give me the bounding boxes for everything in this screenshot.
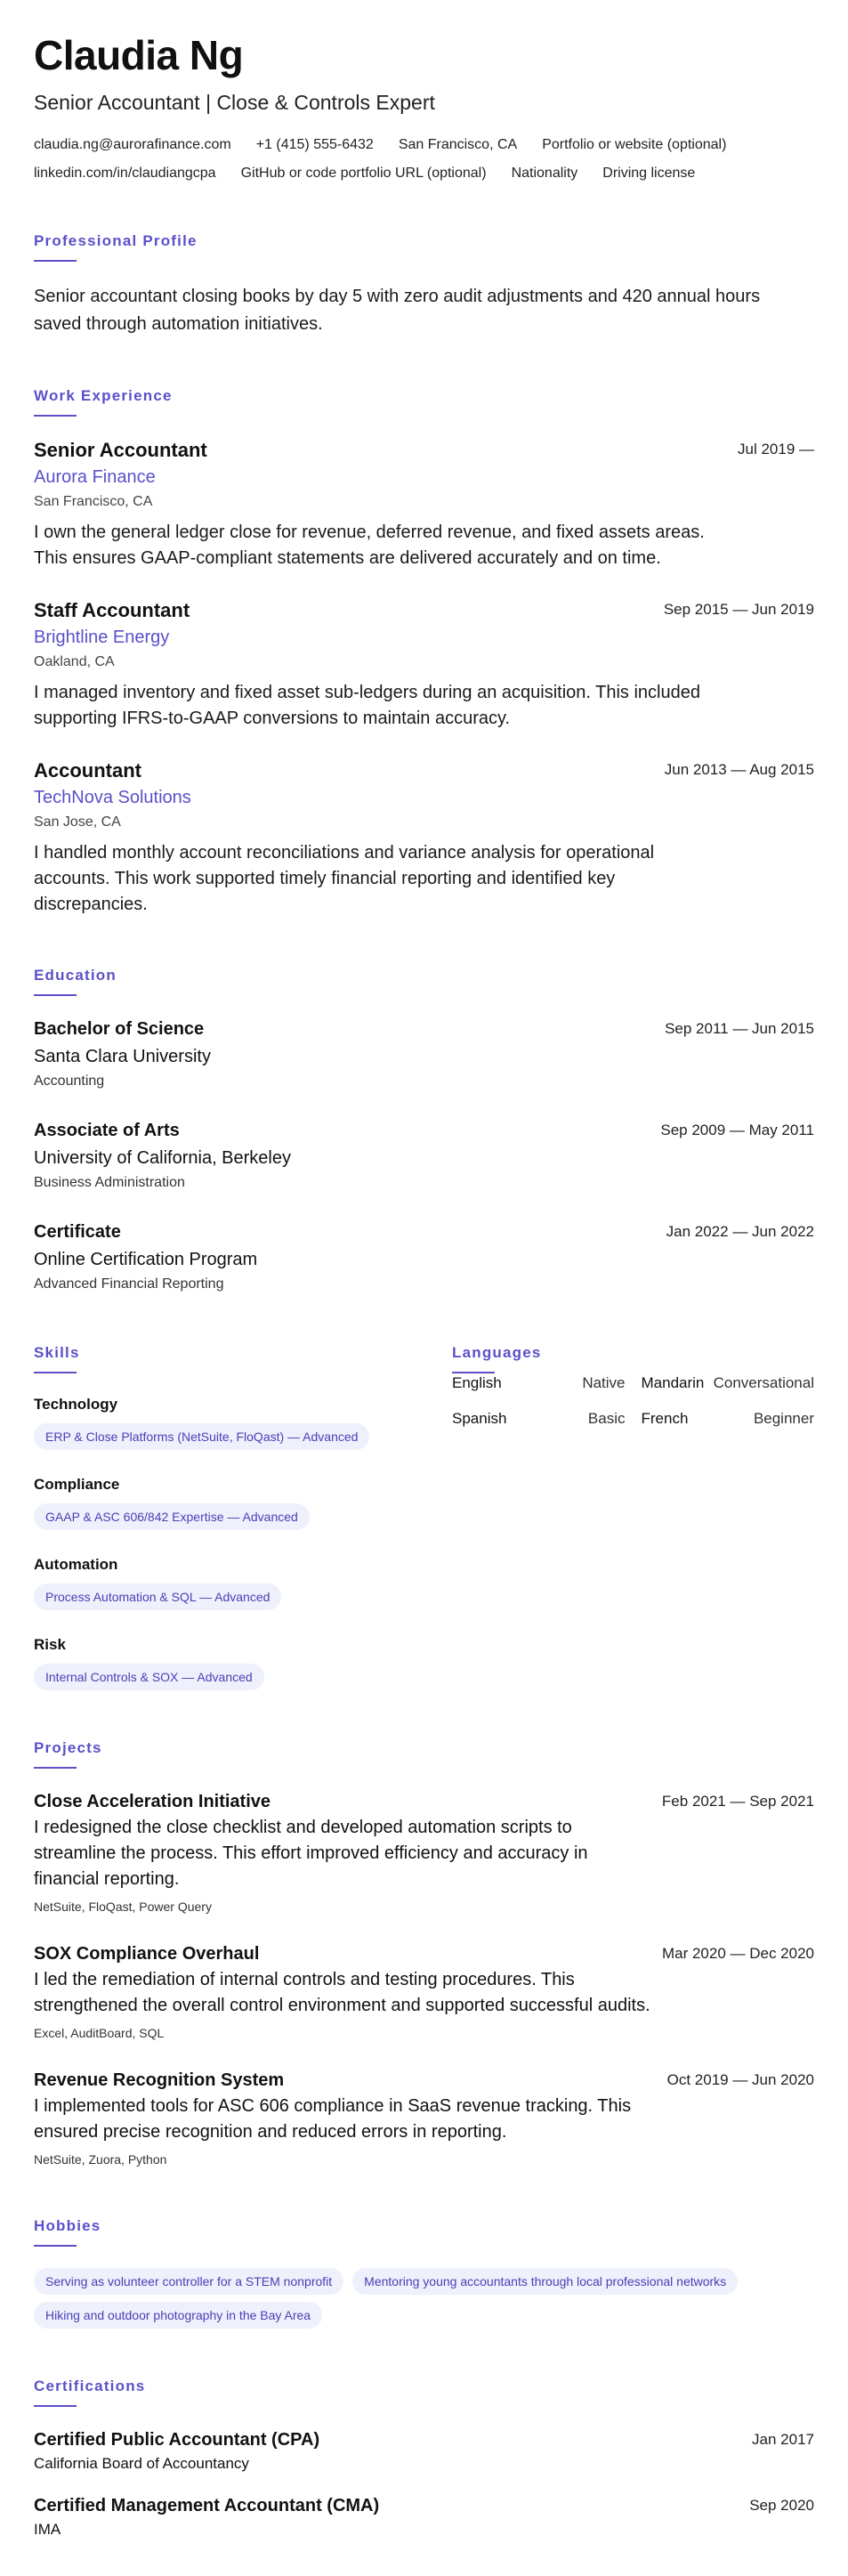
project-technologies: Excel, AuditBoard, SQL xyxy=(34,2026,165,2040)
contact-nationality: Nationality xyxy=(511,166,578,181)
certification-name: Certified Public Accountant (CPA) xyxy=(34,2430,320,2450)
skill-group xyxy=(34,1395,399,1450)
job-description: I own the general ledger close for revenue, deferred revenue, and fixed assets areas. This ensures GAAP-compliant statements are delivered accurately and on time. xyxy=(34,522,705,568)
education-entry xyxy=(34,1017,814,1092)
job-dates: Jul 2019 — xyxy=(738,441,814,458)
certification-entry xyxy=(34,2494,814,2540)
section-title: Skills xyxy=(34,1344,80,1361)
experience-entry xyxy=(34,438,814,571)
section-title: Certifications xyxy=(34,2378,146,2394)
school-name: University of California, Berkeley xyxy=(34,1148,291,1168)
language-name: Spanish xyxy=(452,1410,507,1427)
candidate-name: Claudia Ng xyxy=(34,32,244,78)
section-divider xyxy=(34,994,77,996)
skill-chip: GAAP & ASC 606/842 Expertise — Advanced xyxy=(34,1503,310,1530)
projects-section xyxy=(34,1738,814,2168)
section-divider xyxy=(34,415,77,417)
project-technologies: NetSuite, Zuora, Python xyxy=(34,2152,167,2167)
language-item xyxy=(452,1409,626,1429)
contact-github[interactable]: GitHub or code portfolio URL (optional) xyxy=(240,166,487,181)
experience-entry xyxy=(34,758,814,918)
contact-email[interactable]: claudia.ng@aurorafinance.com xyxy=(34,137,231,152)
profile-summary: Senior accountant closing books by day 5 with zero audit adjustments and 420 annual hours saved through automation initiatives. xyxy=(34,287,761,334)
job-title: Staff Accountant xyxy=(34,599,190,621)
language-item xyxy=(452,1373,626,1393)
certifications-section xyxy=(34,2377,814,2540)
company-name: Aurora Finance xyxy=(34,467,156,487)
skill-chip: Process Automation & SQL — Advanced xyxy=(34,1584,281,1610)
contact-portfolio[interactable]: Portfolio or website (optional) xyxy=(542,137,727,152)
profile-section xyxy=(34,231,814,338)
skill-category: Risk xyxy=(34,1636,66,1653)
degree-name: Bachelor of Science xyxy=(34,1019,205,1039)
job-location: Oakland, CA xyxy=(34,654,115,669)
section-title: Languages xyxy=(452,1344,542,1361)
section-title: Hobbies xyxy=(34,2217,101,2234)
contact-info xyxy=(34,135,814,183)
education-entry xyxy=(34,1119,814,1194)
language-item xyxy=(642,1409,815,1429)
language-level: Native xyxy=(582,1374,626,1391)
project-name: SOX Compliance Overhaul xyxy=(34,1944,260,1964)
school-name: Santa Clara University xyxy=(34,1047,211,1066)
experience-entry xyxy=(34,598,814,732)
skill-category: Automation xyxy=(34,1556,118,1573)
job-dates: Jun 2013 — Aug 2015 xyxy=(664,761,814,778)
company-name: Brightline Energy xyxy=(34,628,170,647)
certification-issuer: IMA xyxy=(34,2521,61,2538)
project-technologies: NetSuite, FloQast, Power Query xyxy=(34,1900,212,1914)
job-location: San Jose, CA xyxy=(34,814,121,830)
hobby-chip: Serving as volunteer controller for a STEM nonprofit xyxy=(34,2268,343,2295)
hobby-chip: Hiking and outdoor photography in the Bay Area xyxy=(34,2302,322,2329)
section-divider xyxy=(34,1372,77,1373)
skill-category: Compliance xyxy=(34,1476,120,1493)
language-name: Mandarin xyxy=(641,1374,705,1391)
job-title: Accountant xyxy=(34,759,141,782)
candidate-headline: Senior Accountant | Close & Controls Expert xyxy=(34,91,435,114)
certification-date: Jan 2017 xyxy=(752,2431,814,2448)
education-dates: Sep 2011 — Jun 2015 xyxy=(665,1020,814,1037)
education-section xyxy=(34,966,814,1295)
language-item xyxy=(642,1373,815,1393)
education-dates: Sep 2009 — May 2011 xyxy=(660,1122,814,1138)
section-divider xyxy=(34,1767,77,1769)
job-description: I managed inventory and fixed asset sub-ledgers during an acquisition. This included supporting IFRS-to-GAAP conversions to maintain accuracy. xyxy=(34,683,700,728)
skill-group xyxy=(34,1475,399,1530)
job-location: San Francisco, CA xyxy=(34,494,153,509)
section-title: Education xyxy=(34,967,117,984)
skill-group xyxy=(34,1635,399,1690)
project-dates: Mar 2020 — Dec 2020 xyxy=(661,1945,814,1962)
skills-column xyxy=(34,1343,399,1690)
project-entry xyxy=(34,1942,814,2042)
degree-name: Certificate xyxy=(34,1222,121,1242)
project-dates: Oct 2019 — Jun 2020 xyxy=(666,2071,814,2088)
degree-name: Associate of Arts xyxy=(34,1121,180,1140)
contact-driving-license: Driving license xyxy=(602,166,696,181)
language-level: Beginner xyxy=(753,1410,814,1427)
language-name: French xyxy=(641,1410,689,1427)
project-name: Close Acceleration Initiative xyxy=(34,1792,271,1811)
language-level: Basic xyxy=(587,1410,626,1427)
section-title: Professional Profile xyxy=(34,232,198,249)
company-name: TechNova Solutions xyxy=(34,788,191,807)
job-dates: Sep 2015 — Jun 2019 xyxy=(663,601,814,618)
hobbies-section xyxy=(34,2216,814,2329)
project-description: I implemented tools for ASC 606 compliance in SaaS revenue tracking. This ensured precise recognition and reduced errors in reporting. xyxy=(34,2096,632,2142)
contact-phone[interactable]: +1 (415) 555-6432 xyxy=(255,137,374,152)
certification-name: Certified Management Accountant (CMA) xyxy=(34,2496,380,2515)
education-dates: Jan 2022 — Jun 2022 xyxy=(666,1223,814,1240)
section-divider xyxy=(34,2405,77,2407)
skill-chip: Internal Controls & SOX — Advanced xyxy=(34,1664,264,1690)
contact-linkedin[interactable]: linkedin.com/in/claudiangcpa xyxy=(34,166,216,181)
certification-issuer: California Board of Accountancy xyxy=(34,2455,249,2472)
skills-languages-section xyxy=(34,1343,814,1690)
section-divider xyxy=(34,2245,77,2247)
project-dates: Feb 2021 — Sep 2021 xyxy=(661,1793,814,1810)
hobby-chip: Mentoring young accountants through local professional networks xyxy=(352,2268,738,2295)
languages-column xyxy=(452,1343,814,1690)
education-entry xyxy=(34,1220,814,1295)
job-description: I handled monthly account reconciliations and variance analysis for operational accounts. This work supported timely financial reporting and identified key discrepancies. xyxy=(34,843,655,914)
field-of-study: Advanced Financial Reporting xyxy=(34,1276,224,1292)
resume-header xyxy=(34,32,814,183)
section-divider xyxy=(34,260,77,262)
project-description: I redesigned the close checklist and developed automation scripts to streamline the process. This effort improved efficiency and accuracy in financial reporting. xyxy=(34,1818,588,1889)
language-level: Conversational xyxy=(713,1374,814,1391)
section-title: Projects xyxy=(34,1739,102,1756)
field-of-study: Accounting xyxy=(34,1073,105,1089)
contact-location: San Francisco, CA xyxy=(398,137,518,152)
field-of-study: Business Administration xyxy=(34,1175,185,1190)
project-name: Revenue Recognition System xyxy=(34,2070,285,2090)
experience-section xyxy=(34,386,814,918)
skill-group xyxy=(34,1555,399,1610)
skill-category: Technology xyxy=(34,1396,118,1413)
section-title: Work Experience xyxy=(34,387,173,404)
project-description: I led the remediation of internal controls and testing procedures. This strengthened the overall control environment and supported successful audits. xyxy=(34,1970,650,2015)
certification-entry xyxy=(34,2428,814,2475)
certification-date: Sep 2020 xyxy=(749,2497,814,2514)
skill-chip: ERP & Close Platforms (NetSuite, FloQast) — Advanced xyxy=(34,1423,369,1450)
project-entry xyxy=(34,1790,814,1916)
school-name: Online Certification Program xyxy=(34,1250,258,1269)
project-entry xyxy=(34,2069,814,2168)
language-name: English xyxy=(452,1374,502,1391)
job-title: Senior Accountant xyxy=(34,439,207,461)
